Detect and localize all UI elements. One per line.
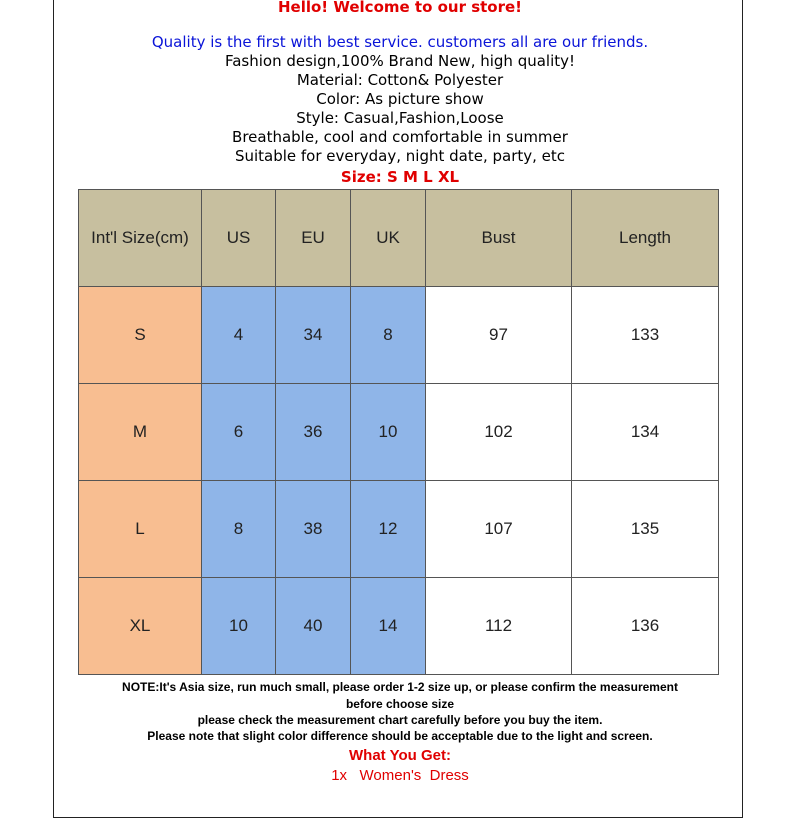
column-header: Length: [572, 190, 719, 287]
size-line: Size: S M L XL: [340, 168, 460, 186]
bust-cell: 97: [426, 287, 572, 384]
size-chart-table: [78, 189, 719, 675]
column-header: US: [202, 190, 276, 287]
uk-cell: 8: [351, 287, 426, 384]
detail-line: Color: As picture show: [316, 90, 484, 108]
length-cell: 136: [572, 578, 719, 675]
us-cell: 10: [202, 578, 276, 675]
table-header-row: [79, 190, 719, 287]
eu-cell: 36: [276, 384, 351, 481]
column-header: Int'l Size(cm): [79, 190, 202, 287]
note-line: NOTE:It's Asia size, run much small, please order 1-2 size up, or please confirm the measurement: [122, 680, 678, 694]
eu-cell: 40: [276, 578, 351, 675]
us-cell: 6: [202, 384, 276, 481]
length-cell: 133: [572, 287, 719, 384]
detail-line: Suitable for everyday, night date, party, etc: [234, 147, 566, 165]
table-row: [79, 384, 719, 481]
bust-cell: 112: [426, 578, 572, 675]
bust-cell: 102: [426, 384, 572, 481]
welcome-text: Hello! Welcome to our store!: [277, 0, 523, 16]
eu-cell: 38: [276, 481, 351, 578]
note-line: please check the measurement chart carefully before you buy the item.: [197, 713, 603, 727]
table-row: [79, 481, 719, 578]
uk-cell: 14: [351, 578, 426, 675]
detail-line: Material: Cotton& Polyester: [296, 71, 504, 89]
size-cell: XL: [79, 578, 202, 675]
us-cell: 4: [202, 287, 276, 384]
length-cell: 135: [572, 481, 719, 578]
column-header: EU: [276, 190, 351, 287]
column-header: UK: [351, 190, 426, 287]
size-cell: S: [79, 287, 202, 384]
detail-line: Style: Casual,Fashion,Loose: [296, 109, 504, 127]
table-row: [79, 578, 719, 675]
uk-cell: 10: [351, 384, 426, 481]
bust-cell: 107: [426, 481, 572, 578]
column-header: Bust: [426, 190, 572, 287]
what-you-get-title: What You Get:: [349, 747, 451, 764]
note-line: Please note that slight color difference should be acceptable due to the light and screen.: [147, 729, 653, 743]
length-cell: 134: [572, 384, 719, 481]
detail-line: Breathable, cool and comfortable in summer: [232, 128, 568, 146]
what-you-get-item: 1x Women's Dress: [331, 767, 469, 784]
note-line: before choose size: [345, 697, 455, 711]
eu-cell: 34: [276, 287, 351, 384]
table-row: [79, 287, 719, 384]
size-cell: L: [79, 481, 202, 578]
quality-text: Quality is the first with best service. customers all are our friends.: [151, 33, 649, 51]
us-cell: 8: [202, 481, 276, 578]
uk-cell: 12: [351, 481, 426, 578]
size-cell: M: [79, 384, 202, 481]
detail-line: Fashion design,100% Brand New, high quality!: [224, 52, 576, 70]
